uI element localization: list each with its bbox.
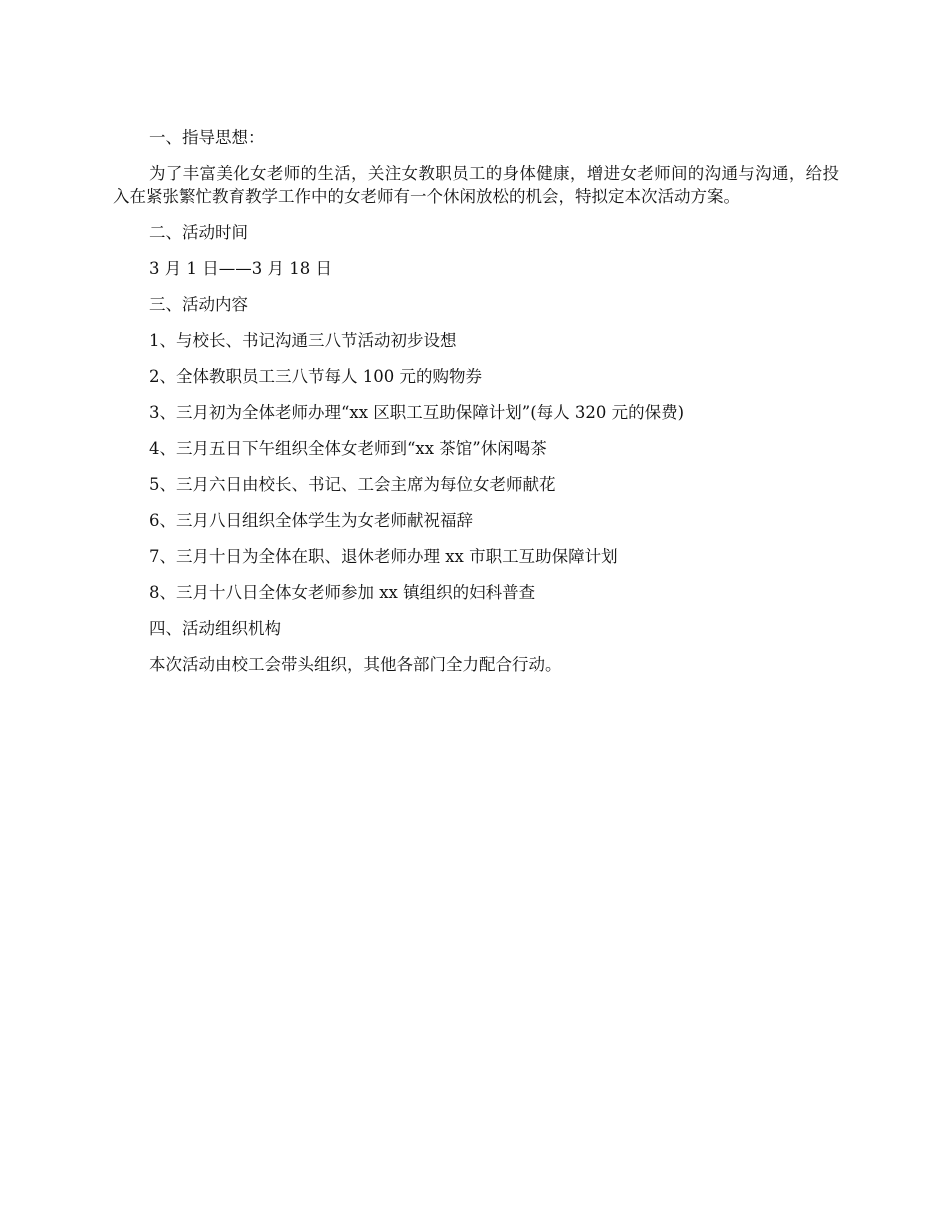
content-item: 3、三月初为全体老师办理“xx 区职工互助保障计划”(每人 320 元的保费) xyxy=(149,403,685,422)
section-heading-content: 三、活动内容 xyxy=(149,295,248,314)
content-item: 6、三月八日组织全体学生为女老师献祝福辞 xyxy=(149,511,473,530)
section-heading-org: 四、活动组织机构 xyxy=(149,619,281,638)
content-item: 1、与校长、书记沟通三八节活动初步设想 xyxy=(149,331,457,350)
time-paragraph: 3 月 1 日——3 月 18 日 xyxy=(149,259,332,278)
section-heading-guiding: 一、指导思想： xyxy=(149,128,265,147)
content-item: 7、三月十日为全体在职、退休老师办理 xx 市职工互助保障计划 xyxy=(149,547,618,566)
content-item: 5、三月六日由校长、书记、工会主席为每位女老师献花 xyxy=(149,475,556,494)
content-item: 2、全体教职员工三八节每人 100 元的购物券 xyxy=(149,367,482,386)
guiding-paragraph: 为了丰富美化女老师的生活，关注女教职员工的身体健康，增进女老师间的沟通与沟通，给投入在紧张繁忙教育教学工作中的女老师有一个休闲放松的机会，特拟定本次活动方案。 xyxy=(113,164,839,206)
document-page xyxy=(113,126,839,689)
content-item: 8、三月十八日全体女老师参加 xx 镇组织的妇科普查 xyxy=(149,583,536,602)
org-paragraph: 本次活动由校工会带头组织，其他各部门全力配合行动。 xyxy=(149,655,562,674)
content-item: 4、三月五日下午组织全体女老师到“xx 茶馆”休闲喝茶 xyxy=(149,439,547,458)
section-heading-time: 二、活动时间 xyxy=(149,223,248,242)
